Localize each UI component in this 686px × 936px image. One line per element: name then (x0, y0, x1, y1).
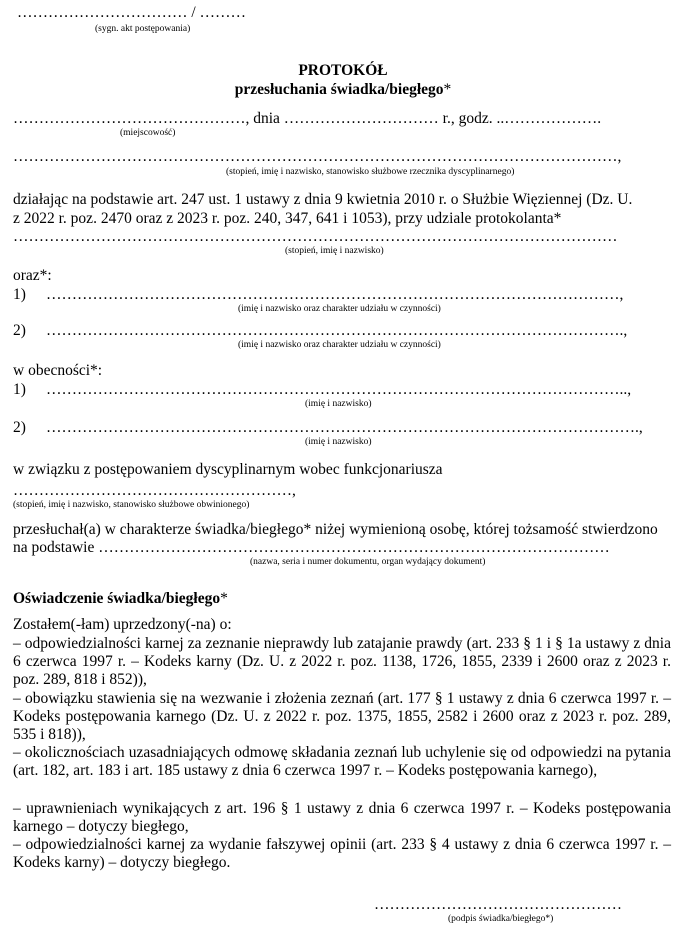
statement-item-1: – odpowiedzialności karnej za zeznanie nieprawdy lub zatajanie prawdy (art. 233 § 1 i § 1a ustawy z dnia 6 czerwca 1997 r. – Kodeks karny (Dz. U. z 2022 r. poz. 1138, 1726, 1855, 2339 i 2600 oraz z 2023 r. poz. 289, 818 i 852)), (13, 635, 671, 688)
statement-item-4: – uprawnieniach wynikających z art. 196 § 1 ustawy z dnia 6 czerwca 1997 r. – Kodeks postępowania karnego – dotyczy biegłego, (13, 800, 671, 835)
statement-item-5: – odpowiedzialności karnej za wydanie fałszywej opinii (art. 233 § 4 ustawy z dnia 6 czerwca 1997 r. – Kodeks karny) – dotyczy biegłego. (13, 836, 671, 871)
oraz-label: oraz*: (13, 267, 52, 284)
officer-field: ………………………………………………………………………………………………………, (13, 148, 622, 165)
document-title: PROTOKÓŁ (298, 62, 388, 79)
proceeding-line: w związku z postępowaniem dyscyplinarnym wobec funkcjonariusza (13, 461, 443, 478)
accused-field: ………………………………………………, (13, 482, 296, 499)
document-id-caption: (nazwa, seria i numer dokumentu, organ wydający dokument) (250, 557, 486, 567)
place-date-field: ………………………………………, dnia ………………………… r., godz. ..………………. (13, 110, 602, 127)
statement-heading-star: * (220, 590, 228, 607)
presence-item-1-number: 1) (13, 381, 26, 398)
statement-item-2: – obowiązku stawienia się na wezwanie i złożenia zeznań (art. 177 § 1 ustawy z dnia 6 czerwca 1997 r. – Kodeks postępowania karnego (Dz. U. z 2022 r. poz. 1375, 1855, 2582 i 2600 oraz z 2023 r. poz. 289, 535 i 818)), (13, 690, 671, 743)
oraz-item-1-field: …………………………………………………………………………………………………, (46, 286, 624, 303)
statement-heading-text: Oświadczenie świadka/biegłego (13, 590, 221, 607)
clerk-caption: (stopień, imię i nazwisko) (285, 246, 384, 256)
case-number-caption: (sygn. akt postępowania) (95, 24, 191, 34)
signature-field: ………………………………………… (374, 896, 622, 913)
subtitle-star: * (443, 81, 452, 98)
oraz-item-1-caption: (imię i nazwisko oraz charakter udziału w czynności) (238, 304, 441, 314)
legal-basis-line-2: z 2022 r. poz. 2470 oraz z 2023 r. poz. 240, 347, 641 i 1053), przy udziale protokolanta* (13, 210, 562, 227)
statement-heading (13, 590, 228, 608)
presence-item-2-field: ……………………………………………………………………………………………………., (46, 419, 643, 436)
place-caption: (miejscowość) (120, 128, 176, 138)
oraz-item-2-caption: (imię i nazwisko oraz charakter udziału w czynności) (238, 340, 441, 350)
presence-item-1-field: ………………………………………………………………………………………………….., (46, 381, 632, 398)
presence-item-1-caption: (imię i nazwisko) (305, 399, 372, 409)
examined-line-1: przesłuchał(a) w charakterze świadka/biegłego* niżej wymienioną osobę, której tożsamość stwierdzono (13, 521, 658, 538)
statement-item-3: – okolicznościach uzasadniających odmowę składania zeznań lub uchylenie się od odpowiedzi na pytania (art. 182, art. 183 i art. 185 ustawy z dnia 6 czerwca 1997 r. – Kodeks postępowania karnego), (13, 744, 671, 779)
officer-caption: (stopień, imię i nazwisko, stanowisko służbowe rzecznika dyscyplinarnego) (226, 167, 515, 177)
case-number-field: …………………………… / ……… (17, 4, 247, 21)
oraz-item-2-field: …………………………………………………………………………………………………., (46, 322, 628, 339)
presence-item-2-caption: (imię i nazwisko) (305, 437, 372, 447)
oraz-item-1-number: 1) (13, 286, 26, 303)
oraz-item-2-number: 2) (13, 322, 26, 339)
clerk-field: ……………………………………………………………………………………………………… (13, 228, 618, 245)
examined-line-2: na podstawie ……………………………………………………………………………………… (13, 539, 610, 556)
document-subtitle (0, 81, 686, 99)
legal-basis-line-1: działając na podstawie art. 247 ust. 1 ustawy z dnia 9 kwietnia 2010 r. o Służbie Więziennej (Dz. U. (13, 191, 633, 208)
statement-intro: Zostałem(-łam) uprzedzony(-na) o: (13, 616, 232, 633)
presence-item-2-number: 2) (13, 419, 26, 436)
subtitle-text: przesłuchania świadka/biegłego (234, 81, 444, 98)
signature-caption: (podpis świadka/biegłego*) (448, 914, 554, 924)
accused-caption: (stopień, imię i nazwisko, stanowisko służbowe obwinionego) (13, 500, 250, 510)
presence-label: w obecności*: (13, 362, 103, 379)
